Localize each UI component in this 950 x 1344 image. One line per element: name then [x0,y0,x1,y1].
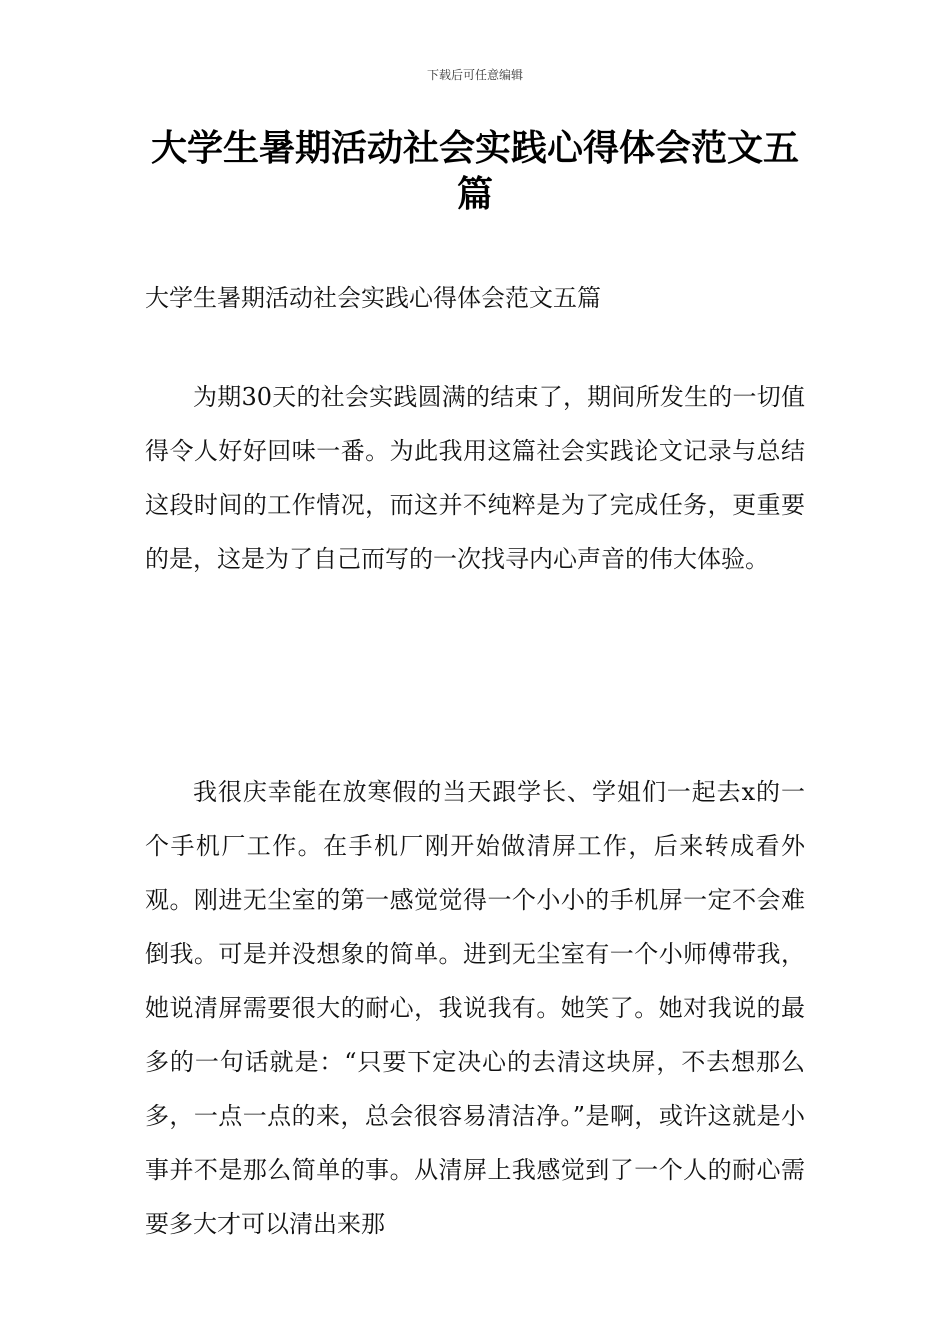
body-paragraph-1: 为期30天的社会实践圆满的结束了，期间所发生的一切值得令人好好回味一番。为此我用这篇社会实践论文记录与总结这段时间的工作情况，而这并不纯粹是为了完成任务，更重要的是，这是为了自己而写的一次找寻内心声音的伟大体验。 [145,383,805,573]
document-subtitle: 大学生暑期活动社会实践心得体会范文五篇 [145,284,601,312]
document-title: 大学生暑期活动社会实践心得体会范文五篇 [150,128,799,215]
body-paragraph-2: 我很庆幸能在放寒假的当天跟学长、学姐们一起去x的一个手机厂工作。在手机厂刚开始做清屏工作，后来转成看外观。刚进无尘室的第一感觉觉得一个小小的手机屏一定不会难倒我。可是并没想象的简单。进到无尘室有一个小师傅带我，她说清屏需要很大的耐心，我说我有。她笑了。她对我说的最多的一句话就是：“只要下定决心的去清这块屏，不去想那么多，一点一点的来，总会很容易清洁净。”是啊，或许这就是小事并不是那么简单的事。从清屏上我感觉到了一个人的耐心需要多大才可以清出来那 [145,778,805,1238]
header-note: 下载后可任意编辑 [426,68,523,82]
